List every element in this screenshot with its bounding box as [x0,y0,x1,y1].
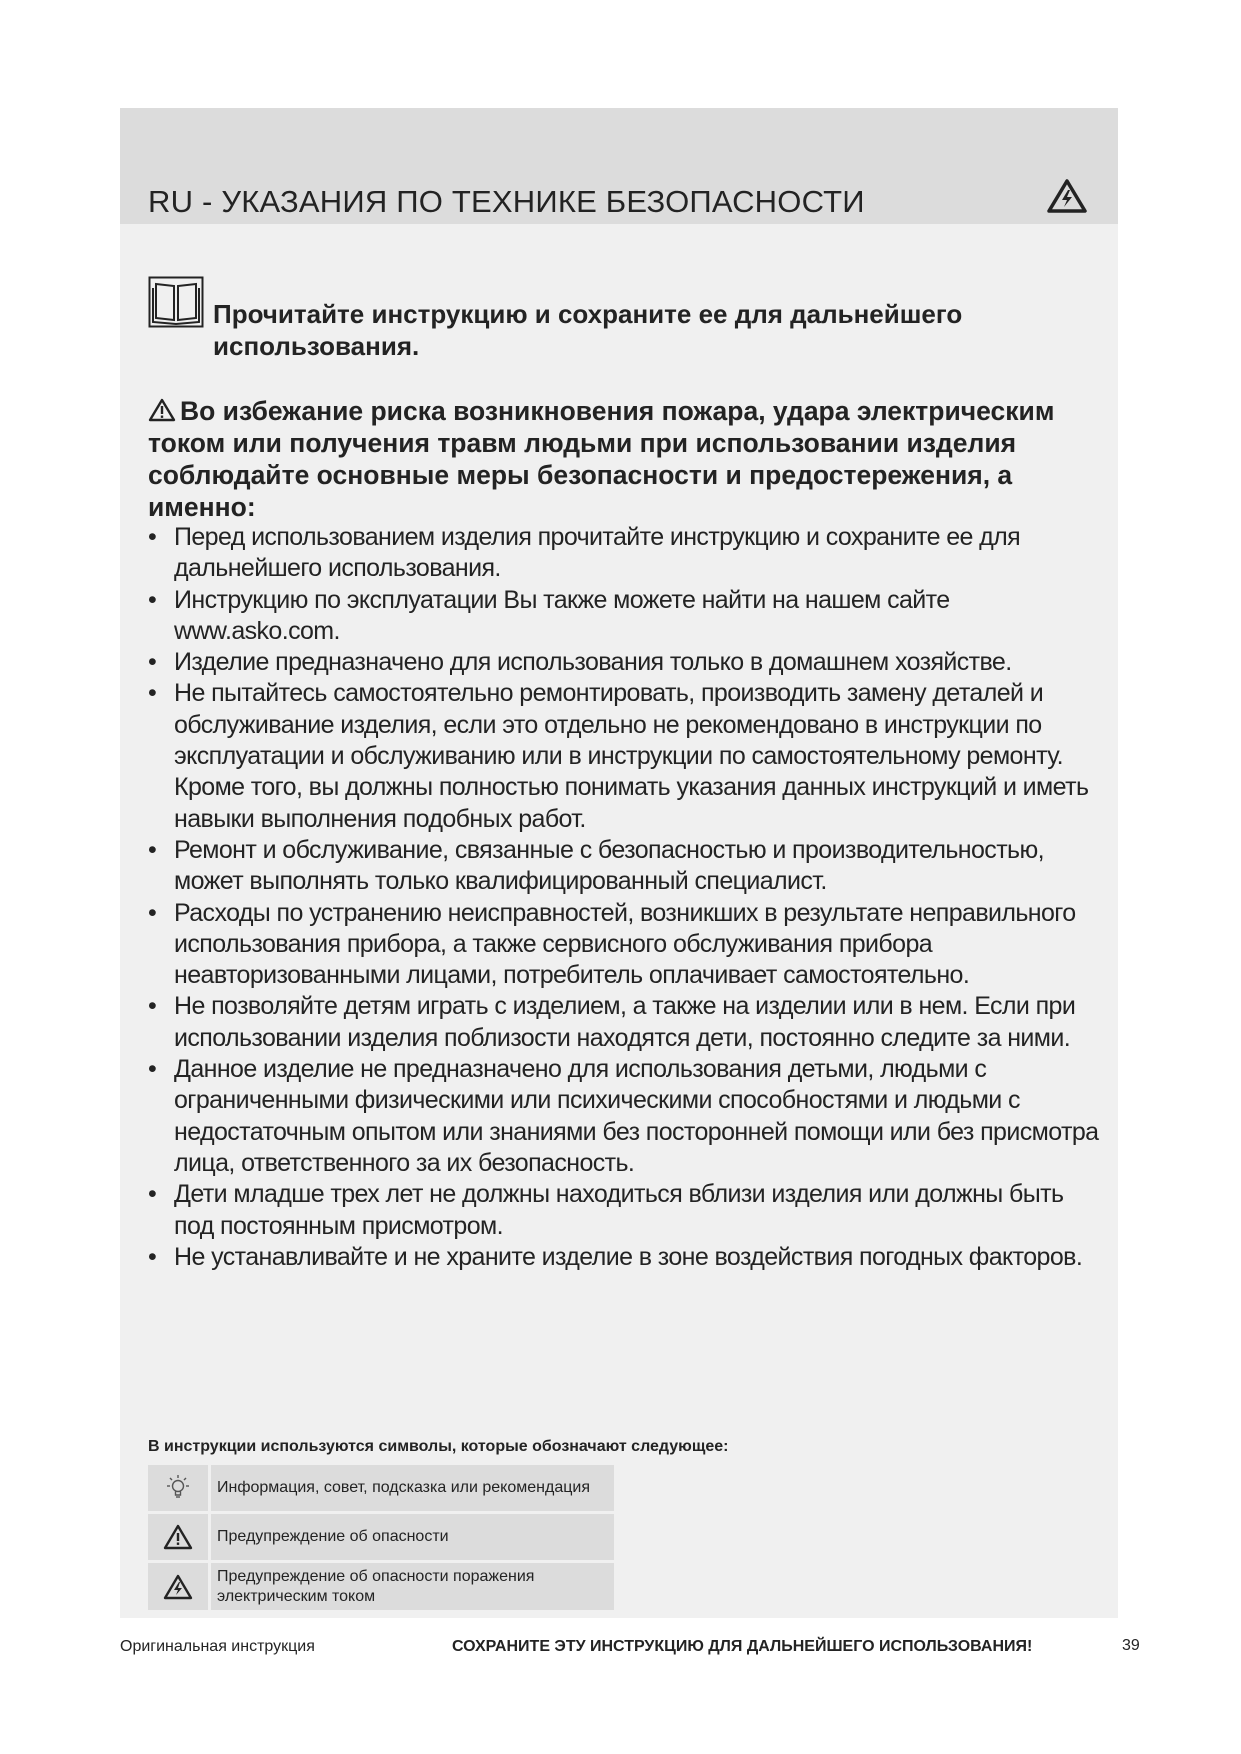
symbol-warning-text: Предупреждение об опасности [211,1514,614,1560]
safety-panel [120,108,1118,1618]
lightbulb-icon [163,1473,193,1503]
list-item: • Расходы по устранению неисправностей, возникших в результате неправильного использования прибора, а также сервисного обслуживания прибора неавторизованными лицами, потребитель оплачивает самостоятельно. [148,898,1076,990]
bullet-marker: • [148,898,157,927]
page-title: RU - УКАЗАНИЯ ПО ТЕХНИКЕ БЕЗОПАСНОСТИ [148,184,865,219]
open-book-icon [148,276,204,328]
list-item: • Не пытайтесь самостоятельно ремонтировать, производить замену деталей и обслуживание изделия, если это отдельно не рекомендовано в инструкции по эксплуатации и обслуживанию или в инструкции по самостоятельному ремонту. Кроме того, вы должны полностью понимать указания данных инструкций и иметь навыки выполнения подобных работ. [148,679,1089,833]
bullet-marker: • [148,1055,157,1084]
bullet-marker: • [148,1180,157,1209]
symbol-row-info [148,1465,614,1511]
list-item: • Инструкцию по эксплуатации Вы также можете найти на нашем сайте www.asko.com. [148,585,950,645]
symbol-info-text: Информация, совет, подсказка или рекомендация [211,1465,614,1511]
bullet-marker: • [148,679,157,708]
list-item: • Ремонт и обслуживание, связанные с безопасностью и производительностью, может выполнять только квалифицированный специалист. [148,835,1044,896]
electric-warning-icon [163,1574,193,1600]
list-item: • Дети младше трех лет не должны находиться вблизи изделия или должны быть под постоянным присмотром. [148,1180,1064,1240]
footer-original-label: Оригинальная инструкция [120,1638,315,1655]
bullet-marker: • [148,648,157,677]
bullet-marker: • [148,835,157,864]
list-item: • Перед использованием изделия прочитайте инструкцию и сохраните ее для дальнейшего использования. [148,523,1021,583]
warning-icon [148,398,176,422]
warning-electric-icon [1046,178,1088,214]
symbol-row-warning [148,1514,614,1560]
list-item: • Данное изделие не предназначено для использования детьми, людьми с ограниченными физическими или психическими способностями и людьми с недостаточным опытом или знаниями без посторонней помощи или без присмотра лица, ответственного за их безопасность. [148,1055,1099,1177]
symbols-table [148,1465,614,1613]
page-number: 39 [1122,1637,1140,1654]
list-item: • Не позволяйте детям играть с изделием, а также на изделии или в нем. Если при использовании изделия поблизости находятся дети, постоянно следите за ними. [148,992,1076,1052]
symbols-title: В инструкции используются символы, которые обозначают следующее: [148,1438,729,1455]
list-item: • Изделие предназначено для использования только в домашнем хозяйстве. [148,647,1108,678]
panel-header [120,108,1118,224]
warning-icon [163,1524,193,1550]
bullet-marker: • [148,523,157,551]
list-item: • Не устанавливайте и не храните изделие в зоне воздействия погодных факторов. [148,1242,1108,1273]
bullet-marker: • [148,585,157,614]
bullet-marker: • [148,992,157,1021]
warning-lead [148,395,1068,523]
symbol-row-electric [148,1563,614,1610]
symbol-electric-text: Предупреждение об опасности поражения электрическим током [211,1563,614,1610]
safety-bullet-list [148,522,1108,1273]
warning-lead-text: Во избежание риска возникновения пожара, удара электрическим током или получения травм людьми при использовании изделия соблюдайте основные меры безопасности и предостережения, а именно: [148,396,1055,522]
footer-save-notice: СОХРАНИТЕ ЭТУ ИНСТРУКЦИЮ ДЛЯ ДАЛЬНЕЙШЕГО ИСПОЛЬЗОВАНИЯ! [452,1638,1033,1655]
bullet-marker: • [148,1242,157,1271]
read-notice-text: Прочитайте инструкцию и сохраните ее для дальнейшего использования. [213,299,963,361]
